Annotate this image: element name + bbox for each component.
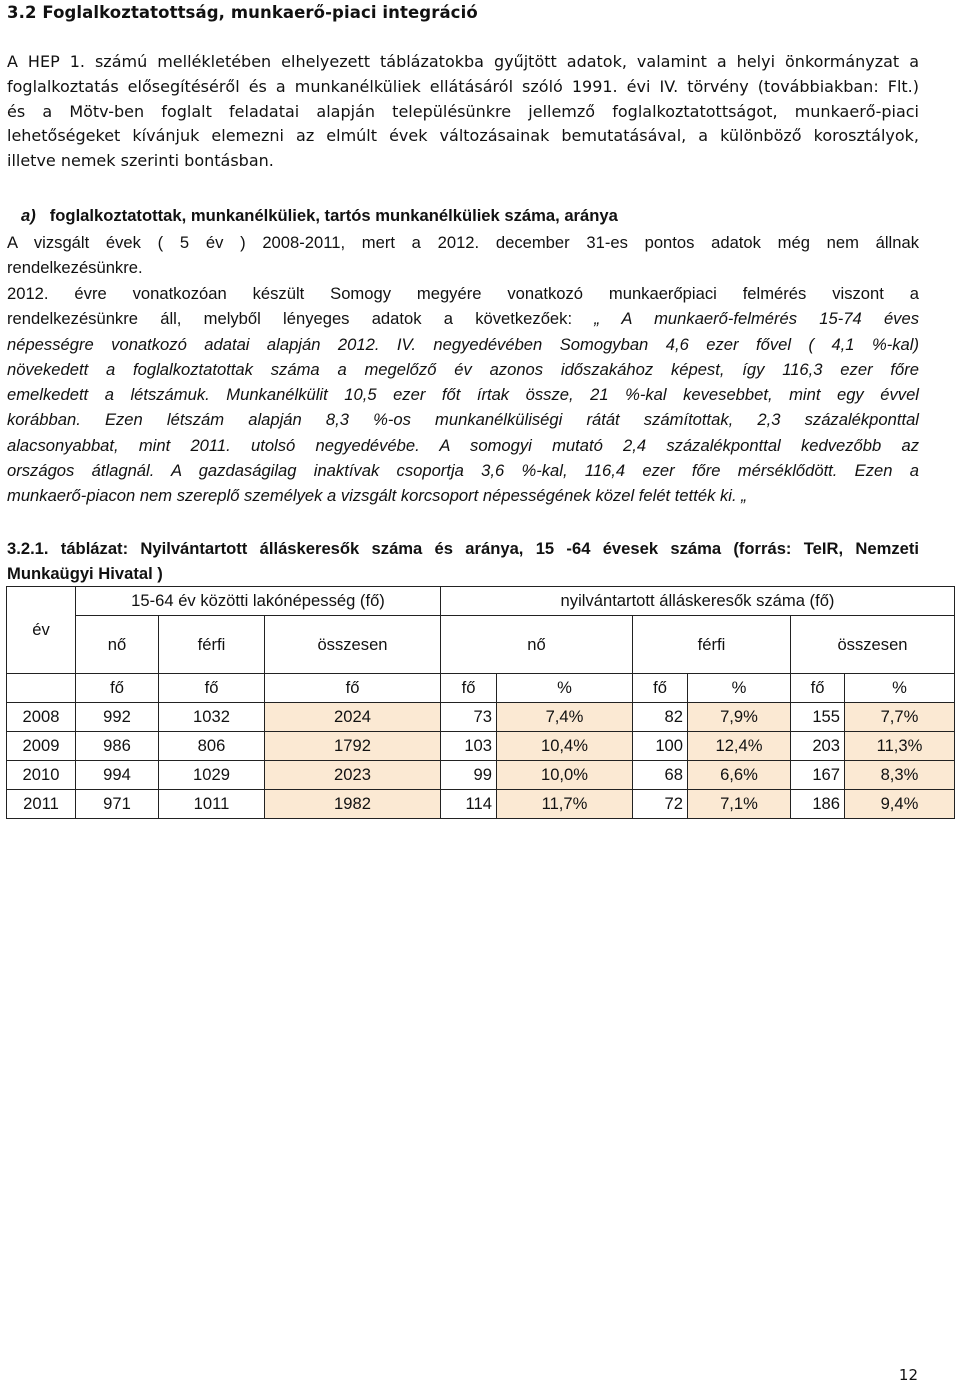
data-cell: 971 bbox=[76, 790, 159, 819]
subsection-title: foglalkoztatottak, munkanélküliek, tartós munkanélküliek száma, aránya bbox=[49, 206, 618, 225]
subheader-cell: férfi bbox=[159, 616, 265, 674]
data-cell: 7,9% bbox=[688, 703, 791, 732]
paragraph-line: A vizsgált évek ( 5 év ) 2008-2011, mert a 2012. december 31-es pontos adatok még nem állnak bbox=[7, 233, 919, 252]
year-cell: 2008 bbox=[7, 703, 76, 732]
unit-cell: % bbox=[497, 674, 633, 703]
data-cell: 986 bbox=[76, 732, 159, 761]
data-cell: 203 bbox=[791, 732, 845, 761]
population-group-header: 15-64 év közötti lakónépesség (fő) bbox=[76, 587, 441, 616]
subheader-cell: nő bbox=[76, 616, 159, 674]
intro-line: A HEP 1. számú mellékletében elhelyezett táblázatokba gyűjtött adatok, valamint a helyi önkormányzat a bbox=[7, 52, 919, 71]
table-row bbox=[7, 703, 955, 732]
table-title-line: Munkaügyi Hivatal ) bbox=[7, 564, 163, 584]
intro-line: illetve nemek szerinti bontásban. bbox=[7, 151, 274, 171]
intro-line: foglalkoztatás elősegítéséről és a munkanélküliek ellátásáról szóló 1991. évi IV. törvény (továbbiakban: Flt.) bbox=[7, 76, 919, 96]
data-cell: 167 bbox=[791, 761, 845, 790]
paragraph-line bbox=[7, 306, 919, 331]
jobseekers-group-header: nyilvántartott álláskeresők száma (fő) bbox=[441, 587, 955, 616]
unit-cell: fő bbox=[441, 674, 497, 703]
data-cell: 12,4% bbox=[688, 732, 791, 761]
subsection-heading bbox=[7, 203, 919, 228]
unit-cell: fő bbox=[791, 674, 845, 703]
data-cell: 994 bbox=[76, 761, 159, 790]
quote-line: népességre vonatkozó adatai alapján 2012. IV. negyedévében Somogyban 4,6 ezer fővel ( 4,1 %-kal) bbox=[7, 334, 919, 354]
unit-cell: fő bbox=[159, 674, 265, 703]
data-cell: 1792 bbox=[265, 732, 441, 761]
data-cell: 82 bbox=[633, 703, 688, 732]
data-cell: 10,0% bbox=[497, 761, 633, 790]
data-cell: 7,1% bbox=[688, 790, 791, 819]
year-cell: 2010 bbox=[7, 761, 76, 790]
data-cell: 8,3% bbox=[845, 761, 955, 790]
data-cell: 1011 bbox=[159, 790, 265, 819]
data-cell: 72 bbox=[633, 790, 688, 819]
unit-cell: fő bbox=[633, 674, 688, 703]
section-heading: 3.2 Foglalkoztatottság, munkaerő-piaci integráció bbox=[7, 3, 478, 22]
data-cell: 1032 bbox=[159, 703, 265, 732]
paragraph-line: rendelkezésünkre. bbox=[7, 258, 143, 278]
years-paragraph bbox=[7, 230, 919, 281]
data-cell: 73 bbox=[441, 703, 497, 732]
unit-cell: fő bbox=[265, 674, 441, 703]
subheader-cell: összesen bbox=[791, 616, 955, 674]
unit-cell: fő bbox=[76, 674, 159, 703]
subsection-letter: a) bbox=[21, 206, 36, 225]
unit-cell bbox=[7, 674, 76, 703]
quote-line: növekedett a foglalkoztatottak száma a megelőző év azonos időszakához képest, így 116,3 ezer főre bbox=[7, 359, 919, 379]
jobseekers-table bbox=[6, 586, 955, 819]
data-cell: 100 bbox=[633, 732, 688, 761]
data-cell: 10,4% bbox=[497, 732, 633, 761]
data-cell: 186 bbox=[791, 790, 845, 819]
year-cell: 2009 bbox=[7, 732, 76, 761]
data-cell: 114 bbox=[441, 790, 497, 819]
data-cell: 99 bbox=[441, 761, 497, 790]
intro-line: és a Mötv-ben foglalt feladatai alapján településünkre jellemző foglalkoztatottságot, munkaerő-piaci bbox=[7, 101, 919, 121]
data-cell: 7,7% bbox=[845, 703, 955, 732]
data-cell: 992 bbox=[76, 703, 159, 732]
data-cell: 1982 bbox=[265, 790, 441, 819]
quote-line: alacsonyabbat, mint 2011. utolsó negyedévébe. A somogyi mutató 2,4 százalékponttal kedvezőbb az bbox=[7, 435, 919, 455]
data-cell: 11,7% bbox=[497, 790, 633, 819]
table-title bbox=[7, 536, 919, 587]
data-cell: 2023 bbox=[265, 761, 441, 790]
intro-paragraph bbox=[7, 50, 919, 174]
quote-start: „ A munkaerő-felmérés 15-74 éves bbox=[594, 309, 919, 329]
year-header-cell: év bbox=[7, 587, 76, 674]
unit-cell: % bbox=[688, 674, 791, 703]
paragraph-text: rendelkezésünkre áll, melyből lényeges adatok a következőek: bbox=[7, 309, 595, 329]
data-cell: 2024 bbox=[265, 703, 441, 732]
table-subheader-row bbox=[7, 616, 955, 674]
data-cell: 68 bbox=[633, 761, 688, 790]
data-cell: 9,4% bbox=[845, 790, 955, 819]
survey-paragraph bbox=[7, 281, 919, 509]
data-cell: 806 bbox=[159, 732, 265, 761]
intro-line: lehetőségeket kívánjuk elemezni az elmúlt évek változásainak bemutatásával, a különböző korosztályok, bbox=[7, 126, 919, 146]
table-row bbox=[7, 732, 955, 761]
data-cell: 7,4% bbox=[497, 703, 633, 732]
quote-line: országos átlagnál. A gazdaságilag inaktívak csoportja 3,6 %-kal, 116,4 ezer főre mérséklődött. Ezen a bbox=[7, 461, 919, 481]
paragraph-line: 2012. évre vonatkozóan készült Somogy megyére vonatkozó munkaerőpiaci felmérés viszont a bbox=[7, 284, 919, 303]
subheader-cell: férfi bbox=[633, 616, 791, 674]
quote-line: munkaerő-piacon nem szereplő személyek a vizsgált korcsoport népességének közel felét tették ki. „ bbox=[7, 486, 747, 506]
data-cell: 155 bbox=[791, 703, 845, 732]
data-cell: 6,6% bbox=[688, 761, 791, 790]
table-title-line: 3.2.1. táblázat: Nyilvántartott álláskeresők száma és aránya, 15 -64 évesek száma (forrás: TeIR, Nemzeti bbox=[7, 539, 919, 558]
subheader-cell: nő bbox=[441, 616, 633, 674]
table-row bbox=[7, 761, 955, 790]
data-cell: 103 bbox=[441, 732, 497, 761]
quote-line: emelkedett a létszámuk. Munkanélkülit 10,5 ezer főt írtak össze, 21 %-kal kevesebbet, mint egy évvel bbox=[7, 385, 919, 405]
unit-cell: % bbox=[845, 674, 955, 703]
table-row bbox=[7, 790, 955, 819]
data-cell: 11,3% bbox=[845, 732, 955, 761]
subheader-cell: összesen bbox=[265, 616, 441, 674]
quote-line: korábban. Ezen létszám alapján 8,3 %-os munkanélküliségi rátát számítottak, 2,3 százalékponttal bbox=[7, 410, 919, 430]
data-cell: 1029 bbox=[159, 761, 265, 790]
year-cell: 2011 bbox=[7, 790, 76, 819]
table-header-row bbox=[7, 587, 955, 616]
page-number: 12 bbox=[898, 1366, 918, 1384]
table-unit-row bbox=[7, 674, 955, 703]
